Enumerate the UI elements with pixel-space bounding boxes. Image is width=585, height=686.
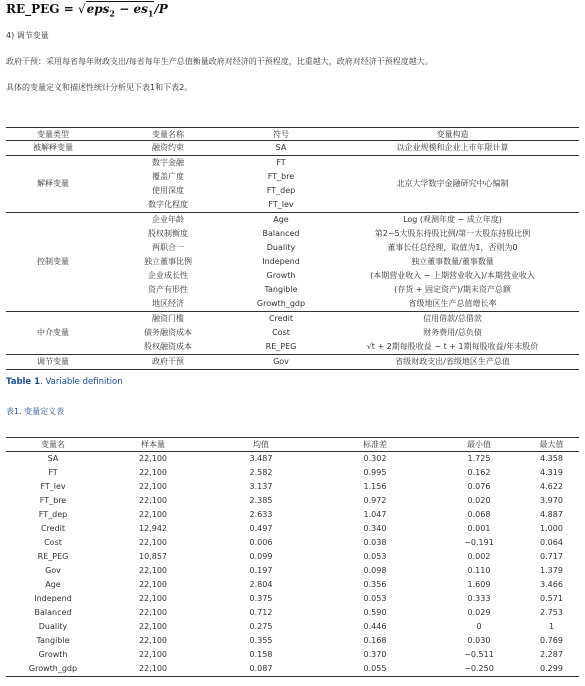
stat-value-cell: 0.302: [363, 454, 387, 463]
variable-symbol-cell: Duality: [266, 243, 296, 252]
variable-symbol-cell: Age: [236, 213, 326, 228]
table2-header-cell: 标准差: [316, 438, 434, 452]
stat-value-cell: 22,100: [139, 510, 167, 519]
stat-value-cell: 22,100: [139, 636, 167, 645]
stat-value-cell: 22,100: [139, 566, 167, 575]
stat-value-cell: 1.609: [467, 580, 491, 589]
stat-value-cell: 0.053: [363, 594, 387, 603]
caption1-text: . Variable definition: [40, 377, 123, 387]
table-row: [6, 466, 579, 480]
variable-symbol-cell: Growth_gdp: [256, 299, 306, 308]
variable-symbol-cell: Balanced: [262, 229, 300, 238]
stat-value-cell: 0.099: [249, 552, 273, 561]
variable-name-cell: 独立董事比例: [144, 257, 192, 266]
stat-value-cell: 0.972: [363, 496, 387, 505]
stat-value-cell: 22,100: [139, 594, 167, 603]
stat-value-cell: 0.299: [524, 662, 579, 677]
stat-value-cell: 0.168: [363, 636, 387, 645]
stat-value-cell: 0.333: [467, 594, 491, 603]
table-row: [6, 536, 579, 550]
stat-variable-cell: FT_dep: [38, 510, 68, 519]
stat-value-cell: 22,100: [139, 482, 167, 491]
formula-es: es: [133, 2, 148, 16]
stat-value-cell: 0.571: [540, 594, 563, 603]
descriptive-statistics-table: [6, 437, 579, 677]
stat-value-cell: 22,100: [139, 650, 167, 659]
formula-lhs: RE_PEG: [6, 2, 60, 16]
stat-value-cell: 0.064: [540, 538, 563, 547]
variable-name-cell: 地区经济: [152, 299, 184, 308]
variable-name-cell: 政府干预: [100, 355, 236, 370]
stat-value-cell: 0.098: [363, 566, 387, 575]
stat-value-cell: 4.622: [540, 482, 563, 491]
stat-value-cell: 22,100: [139, 496, 167, 505]
stat-value-cell: 4.358: [540, 454, 563, 463]
stat-value-cell: 0.002: [467, 552, 491, 561]
variable-construct-cell: 独立董事数量/董事数量: [411, 257, 494, 266]
stat-value-cell: 0.355: [249, 636, 273, 645]
stat-value-cell: −0.191: [464, 538, 494, 547]
stat-value-cell: 0.375: [249, 594, 273, 603]
stat-value-cell: 22,100: [139, 538, 167, 547]
table-row: [6, 141, 579, 156]
table-row: [6, 578, 579, 592]
stat-value-cell: 0.006: [249, 538, 273, 547]
stat-value-cell: 0.087: [206, 662, 316, 677]
stat-value-cell: 0.446: [363, 622, 387, 631]
stat-value-cell: 22,100: [139, 454, 167, 463]
variable-name-cell: 资产有形性: [148, 285, 188, 294]
variable-type-cell: 调节变量: [6, 355, 100, 370]
table2-header-cell: 均值: [206, 438, 316, 452]
stat-value-cell: 0.110: [467, 566, 491, 575]
stat-value-cell: −0.250: [434, 662, 524, 677]
stat-value-cell: 0.020: [467, 496, 491, 505]
formula-equals: =: [63, 2, 74, 16]
variable-name-cell: 融资门槛: [100, 312, 236, 327]
table2-header-cell: 样本量: [100, 438, 206, 452]
table1-header-cell: 变量类型: [6, 128, 100, 141]
stat-value-cell: 0.197: [249, 566, 273, 575]
stat-value-cell: 3.137: [249, 482, 273, 491]
variable-symbol-cell: Credit: [236, 312, 326, 327]
variable-symbol-cell: Cost: [272, 328, 290, 337]
table2-header-cell: 最大值: [524, 438, 579, 452]
table2-header-row: [6, 438, 579, 452]
variable-symbol-cell: FT: [236, 156, 326, 171]
stat-value-cell: 0.590: [363, 608, 387, 617]
table1-caption-zh: [6, 406, 64, 417]
variable-type-cell: 控制变量: [6, 213, 100, 312]
variable-construct-cell: Log (观测年度 − 成立年度): [326, 213, 579, 228]
stat-variable-cell: Tangible: [36, 636, 70, 645]
variable-construct-cell: 信用借款/总借款: [326, 312, 579, 327]
variable-construct-cell: 省级地区生产总值增长率: [408, 299, 497, 308]
stat-value-cell: 0.712: [249, 608, 273, 617]
stat-value-cell: 0.053: [363, 552, 387, 561]
table2-header-cell: 最小值: [434, 438, 524, 452]
table-row: [6, 606, 579, 620]
stat-value-cell: 2.385: [249, 496, 273, 505]
stat-value-cell: 0.030: [467, 636, 491, 645]
table-row: [6, 480, 579, 494]
variable-construct-cell: (存货 + 固定资产)/期末资产总额: [394, 285, 511, 294]
re-peg-formula: RE_PEG = $√eps_2 - es_1/P$: [6, 2, 168, 19]
stat-value-cell: 0.717: [540, 552, 563, 561]
stat-value-cell: 0: [476, 622, 482, 631]
variable-symbol-cell: Tangible: [264, 285, 298, 294]
paragraph-tables: 具体的变量定义和描述性统计分析见下表1和下表2。: [6, 83, 193, 92]
paragraph-gov: 政府干预：采用每省每年财政支出/每省每年生产总值衡量政府对经济的干预程度，比重越大，政府对经济干预程度越大。: [6, 57, 433, 66]
stat-variable-cell: Growth: [38, 650, 68, 659]
stat-value-cell: 0.356: [363, 580, 387, 589]
stat-variable-cell: RE_PEG: [37, 552, 69, 561]
table-row: [6, 620, 579, 634]
variable-construct-cell: 北京大学数字金融研究中心编制: [326, 156, 579, 213]
stat-value-cell: 22,100: [139, 468, 167, 477]
stat-value-cell: 0.029: [467, 608, 491, 617]
stat-value-cell: 22,100: [139, 580, 167, 589]
variable-symbol-cell: FT_dep: [266, 186, 296, 195]
stat-value-cell: 4.319: [540, 468, 563, 477]
table1-caption-en: [6, 377, 123, 387]
stat-value-cell: −0.511: [464, 650, 494, 659]
stat-value-cell: 2.287: [540, 650, 563, 659]
stat-value-cell: 0.340: [363, 524, 387, 533]
variable-construct-cell: (本期营业收入 − 上期营业收入)/本期营业收入: [370, 271, 535, 280]
variable-name-cell: 覆盖广度: [152, 172, 184, 181]
stat-value-cell: 22,100: [139, 622, 167, 631]
stat-value-cell: 1.156: [363, 482, 387, 491]
formula-minus: −: [119, 2, 130, 16]
variable-symbol-cell: RE_PEG: [265, 342, 297, 351]
stat-value-cell: 0.995: [363, 468, 387, 477]
table-row: [6, 452, 579, 467]
table1-header-row: [6, 128, 579, 141]
stat-value-cell: 1.047: [363, 510, 387, 519]
stat-value-cell: 2.582: [249, 468, 273, 477]
caption2-text: . 变量定义表: [19, 407, 65, 416]
stat-variable-cell: SA: [47, 454, 59, 463]
stat-variable-cell: Cost: [44, 538, 62, 547]
stat-value-cell: 3.487: [249, 454, 273, 463]
stat-value-cell: 10,857: [139, 552, 167, 561]
variable-construct-cell: √t + 2期每股收益 − t + 1期每股收益/年末股价: [366, 342, 539, 351]
variable-name-cell: 股权制衡度: [148, 229, 188, 238]
stat-value-cell: 0.001: [467, 524, 491, 533]
stat-variable-cell: FT: [48, 468, 58, 477]
variable-name-cell: 数字金融: [100, 156, 236, 171]
stat-value-cell: 0.076: [467, 482, 491, 491]
variable-name-cell: 两职合一: [152, 243, 184, 252]
variable-name-cell: 股权融资成本: [144, 342, 192, 351]
stat-value-cell: 1.379: [540, 566, 563, 575]
variable-construct-cell: 财务费用/总负债: [423, 328, 482, 337]
table-row: [6, 522, 579, 536]
stat-value-cell: 3.466: [540, 580, 563, 589]
stat-value-cell: 12,942: [139, 524, 167, 533]
variable-construct-cell: 以企业规模和企业上市年限计算: [396, 143, 509, 152]
variable-name-cell: 企业年龄: [100, 213, 236, 228]
variable-name-cell: 债务融资成本: [144, 328, 192, 337]
formula-sub1: 1: [147, 8, 154, 19]
stat-value-cell: 0.162: [467, 468, 491, 477]
table-row: [6, 355, 579, 370]
variable-symbol-cell: Gov: [236, 355, 326, 370]
formula-sub2: 2: [109, 8, 115, 19]
stat-value-cell: 1: [548, 622, 555, 631]
table-row: [6, 634, 579, 648]
variable-symbol-cell: Growth: [266, 271, 296, 280]
variable-type-cell: 被解释变量: [33, 143, 73, 152]
variable-name-cell: 使用深度: [152, 186, 184, 195]
variable-name-cell: 数字化程度: [148, 200, 188, 209]
stat-variable-cell: Credit: [40, 524, 66, 533]
stat-value-cell: 1.000: [540, 524, 563, 533]
table2-header-cell: 变量名: [6, 438, 100, 452]
table-row: [6, 662, 579, 677]
variable-symbol-cell: FT_bre: [267, 172, 295, 181]
stat-value-cell: 0.275: [249, 622, 273, 631]
table-row: [6, 592, 579, 606]
variable-symbol-cell: FT_lev: [268, 200, 294, 209]
stat-value-cell: 22,100: [100, 662, 206, 677]
variable-type-cell: 中介变量: [6, 312, 100, 355]
stat-value-cell: 4.887: [540, 510, 563, 519]
variable-construct-cell: 董事长任总经理，取值为1，否则为0: [387, 243, 518, 252]
stat-value-cell: 0.055: [316, 662, 434, 677]
stat-value-cell: 3.970: [540, 496, 563, 505]
table-row: [6, 648, 579, 662]
formula-eps: eps: [86, 2, 110, 16]
stat-variable-cell: Growth_gdp: [6, 662, 100, 677]
stat-value-cell: 0.158: [249, 650, 273, 659]
variable-construct-cell: 第2~5大股东持股比例/第一大股东持股比例: [374, 229, 531, 238]
table-row: [6, 312, 579, 327]
variable-construct-cell: 省级财政支出/省级地区生产总值: [326, 355, 579, 370]
stat-variable-cell: Age: [45, 580, 61, 589]
table-row: [6, 564, 579, 578]
stat-variable-cell: FT_bre: [39, 496, 67, 505]
caption2-label: 表1: [6, 407, 20, 416]
stat-value-cell: 0.068: [467, 510, 491, 519]
table1-header-cell: 变量名称: [100, 128, 236, 141]
stat-variable-cell: FT_lev: [40, 482, 66, 491]
stat-value-cell: 1.725: [467, 454, 491, 463]
stat-value-cell: 0.769: [540, 636, 563, 645]
variable-symbol-cell: Independ: [262, 257, 300, 266]
section-heading: 4) 调节变量: [6, 31, 49, 40]
variable-name-cell: 企业成长性: [148, 271, 188, 280]
variable-symbol-cell: SA: [275, 143, 287, 152]
variable-name-cell: 融资约束: [152, 143, 184, 152]
stat-value-cell: 0.038: [363, 538, 387, 547]
stat-value-cell: 0.370: [363, 650, 387, 659]
variable-definition-table: [6, 127, 579, 370]
table-row: [6, 494, 579, 508]
stat-variable-cell: Duality: [38, 622, 68, 631]
stat-variable-cell: Gov: [45, 566, 61, 575]
formula-div: /P: [154, 2, 168, 16]
caption1-label: Table 1: [6, 377, 41, 387]
table-row: [6, 508, 579, 522]
stat-value-cell: 2.804: [249, 580, 273, 589]
table-row: [6, 156, 579, 171]
stat-value-cell: 2.753: [540, 608, 563, 617]
stat-value-cell: 22,100: [139, 608, 167, 617]
table1-header-cell: 变量构造: [326, 128, 579, 141]
table1-header-cell: 符号: [236, 128, 326, 141]
table-row: [6, 213, 579, 228]
stat-variable-cell: Balanced: [34, 608, 72, 617]
stat-variable-cell: Independ: [34, 594, 72, 603]
variable-type-cell: 解释变量: [6, 156, 100, 213]
stat-value-cell: 0.497: [249, 524, 273, 533]
stat-value-cell: 2.633: [249, 510, 273, 519]
table-row: [6, 550, 579, 564]
